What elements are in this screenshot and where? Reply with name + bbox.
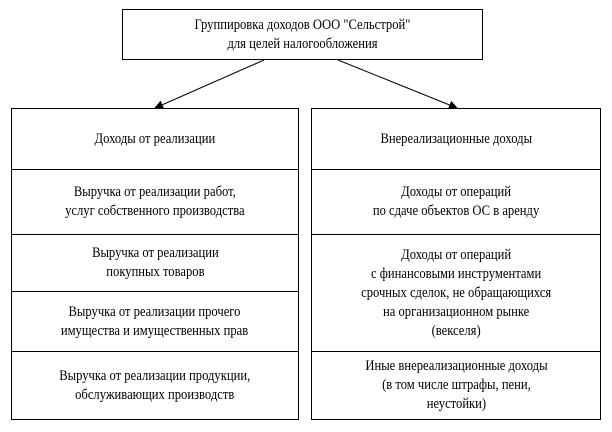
- left-item-label: Выручка от реализации продукции, обслуживающих производств: [59, 367, 251, 403]
- left-column-header: [12, 109, 298, 169]
- right-item: [312, 351, 600, 419]
- right-item: [312, 234, 600, 351]
- right-column-header-label: Внереализационные доходы: [380, 130, 532, 147]
- right-item: [312, 169, 600, 234]
- left-item: [12, 291, 298, 351]
- left-column: [11, 108, 299, 420]
- right-column-header: [312, 109, 600, 169]
- left-column-header-label: Доходы от реализации: [94, 130, 216, 147]
- left-item: [12, 351, 298, 419]
- root-node: [122, 9, 483, 60]
- left-item: [12, 234, 298, 291]
- left-item-label: Выручка от реализации покупных товаров: [91, 245, 219, 280]
- left-item: [12, 169, 298, 234]
- left-item-label: Выручка от реализации работ, услуг собственного производства: [65, 184, 245, 219]
- arrow-to-left-column: [155, 60, 264, 108]
- root-node-label: Группировка доходов ООО "Сельстрой" для целей налогообложения: [194, 16, 411, 52]
- right-column: [311, 108, 601, 420]
- arrow-to-right-column: [338, 60, 457, 108]
- right-item-label: Доходы от операций по сдаче объектов ОС в аренду: [372, 184, 540, 219]
- right-item-label: Доходы от операций с финансовыми инструментами срочных сделок, не обращающихся на организационном рынке (векселя): [360, 246, 552, 339]
- left-item-label: Выручка от реализации прочего имущества и имущественных прав: [61, 303, 249, 339]
- right-item-label: Иные внереализационные доходы (в том числе штрафы, пени, неустойки): [364, 358, 548, 412]
